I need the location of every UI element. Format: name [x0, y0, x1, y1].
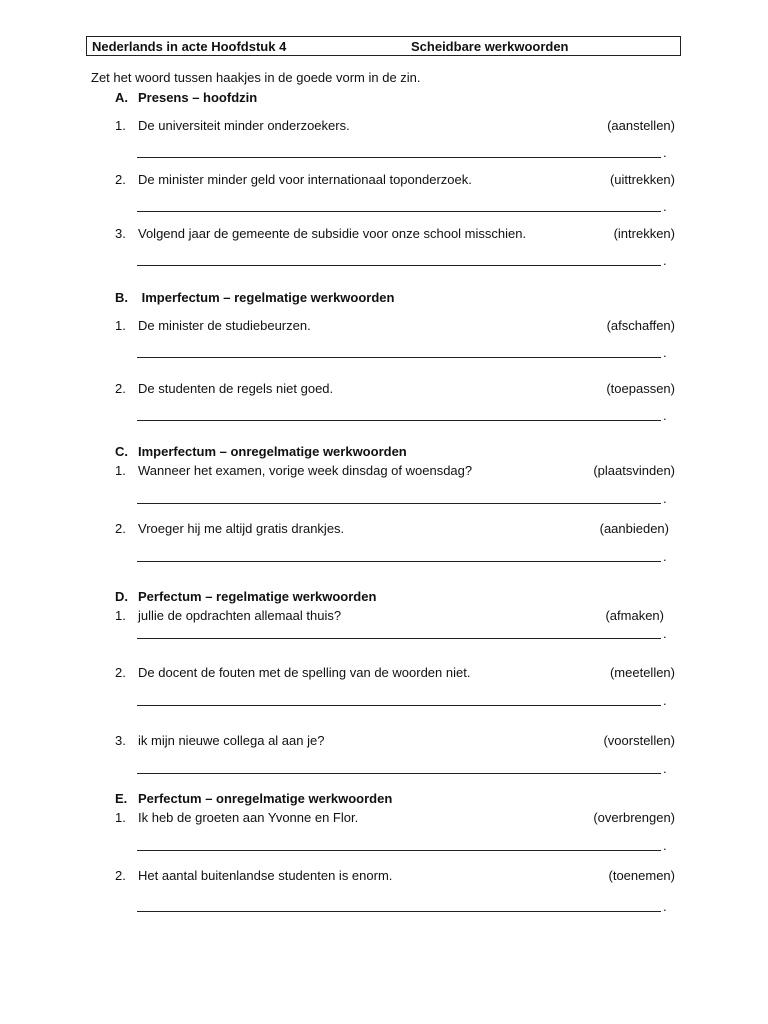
- question-number: 3.: [115, 226, 126, 241]
- line-end-period: .: [663, 693, 667, 708]
- section-heading-d: D. Perfectum – regelmatige werkwoorden: [115, 589, 377, 604]
- question-number: 2.: [115, 521, 126, 536]
- question-number: 2.: [115, 868, 126, 883]
- question-verb: (meetellen): [609, 665, 675, 680]
- question-text: De studenten de regels niet goed.: [138, 381, 334, 396]
- question-number: 2.: [115, 172, 126, 187]
- answer-line[interactable]: [137, 503, 661, 504]
- line-end-period: .: [663, 549, 667, 564]
- question-number: 3.: [115, 733, 126, 748]
- question-verb: (aanbieden): [599, 521, 669, 536]
- question-verb: (uittrekken): [609, 172, 675, 187]
- answer-line[interactable]: [137, 157, 661, 158]
- question-text: Vroeger hij me altijd gratis drankjes.: [138, 521, 345, 536]
- question-verb: (afmaken): [605, 608, 664, 623]
- question-verb: (voorstellen): [603, 733, 675, 748]
- question-number: 2.: [115, 381, 126, 396]
- question-text: jullie de opdrachten allemaal thuis?: [138, 608, 342, 623]
- line-end-period: .: [663, 838, 667, 853]
- question-text: Het aantal buitenlandse studenten is enorm.: [138, 868, 393, 883]
- answer-line[interactable]: [137, 561, 661, 562]
- question-text: Wanneer het examen, vorige week dinsdag of woensdag?: [138, 463, 473, 478]
- section-heading-b: B. Imperfectum – regelmatige werkwoorden: [115, 290, 395, 305]
- question-text: De universiteit minder onderzoekers.: [138, 118, 350, 133]
- question-text: Ik heb de groeten aan Yvonne en Flor.: [138, 810, 359, 825]
- question-text: De docent de fouten met de spelling van de woorden niet.: [138, 665, 471, 680]
- answer-line[interactable]: [137, 357, 661, 358]
- question-number: 2.: [115, 665, 126, 680]
- question-number: 1.: [115, 463, 126, 478]
- answer-line[interactable]: [137, 211, 661, 212]
- line-end-period: .: [663, 408, 667, 423]
- header-title: Nederlands in acte Hoofdstuk 4: [92, 39, 287, 54]
- question-number: 1.: [115, 810, 126, 825]
- question-text: De minister de studiebeurzen.: [138, 318, 311, 333]
- answer-line[interactable]: [137, 911, 661, 912]
- header-box: [86, 36, 681, 56]
- question-verb: (toepassen): [606, 381, 675, 396]
- question-number: 1.: [115, 608, 126, 623]
- answer-line[interactable]: [137, 773, 661, 774]
- section-heading-e: E. Perfectum – onregelmatige werkwoorden: [115, 791, 393, 806]
- question-verb: (overbrengen): [593, 810, 675, 825]
- line-end-period: .: [663, 899, 667, 914]
- question-text: Volgend jaar de gemeente de subsidie voor onze school misschien.: [138, 226, 527, 241]
- question-verb: (aanstellen): [607, 118, 675, 133]
- line-end-period: .: [663, 253, 667, 268]
- answer-line[interactable]: [137, 705, 661, 706]
- question-text: De minister minder geld voor internationaal toponderzoek.: [138, 172, 472, 187]
- question-verb: (plaatsvinden): [593, 463, 675, 478]
- answer-line[interactable]: [137, 850, 661, 851]
- line-end-period: .: [663, 626, 667, 641]
- answer-line[interactable]: [137, 638, 661, 639]
- question-verb: (intrekken): [613, 226, 675, 241]
- question-verb: (afschaffen): [606, 318, 675, 333]
- instruction-text: Zet het woord tussen haakjes in de goede vorm in de zin.: [91, 70, 421, 85]
- answer-line[interactable]: [137, 420, 661, 421]
- answer-line[interactable]: [137, 265, 661, 266]
- header-topic: Scheidbare werkwoorden: [411, 39, 569, 54]
- question-verb: (toenemen): [608, 868, 675, 883]
- line-end-period: .: [663, 761, 667, 776]
- line-end-period: .: [663, 145, 667, 160]
- section-heading-a: A. Presens – hoofdzin: [115, 90, 258, 105]
- line-end-period: .: [663, 199, 667, 214]
- question-text: ik mijn nieuwe collega al aan je?: [138, 733, 325, 748]
- question-number: 1.: [115, 118, 126, 133]
- line-end-period: .: [663, 491, 667, 506]
- line-end-period: .: [663, 345, 667, 360]
- section-heading-c: C. Imperfectum – onregelmatige werkwoorden: [115, 444, 407, 459]
- question-number: 1.: [115, 318, 126, 333]
